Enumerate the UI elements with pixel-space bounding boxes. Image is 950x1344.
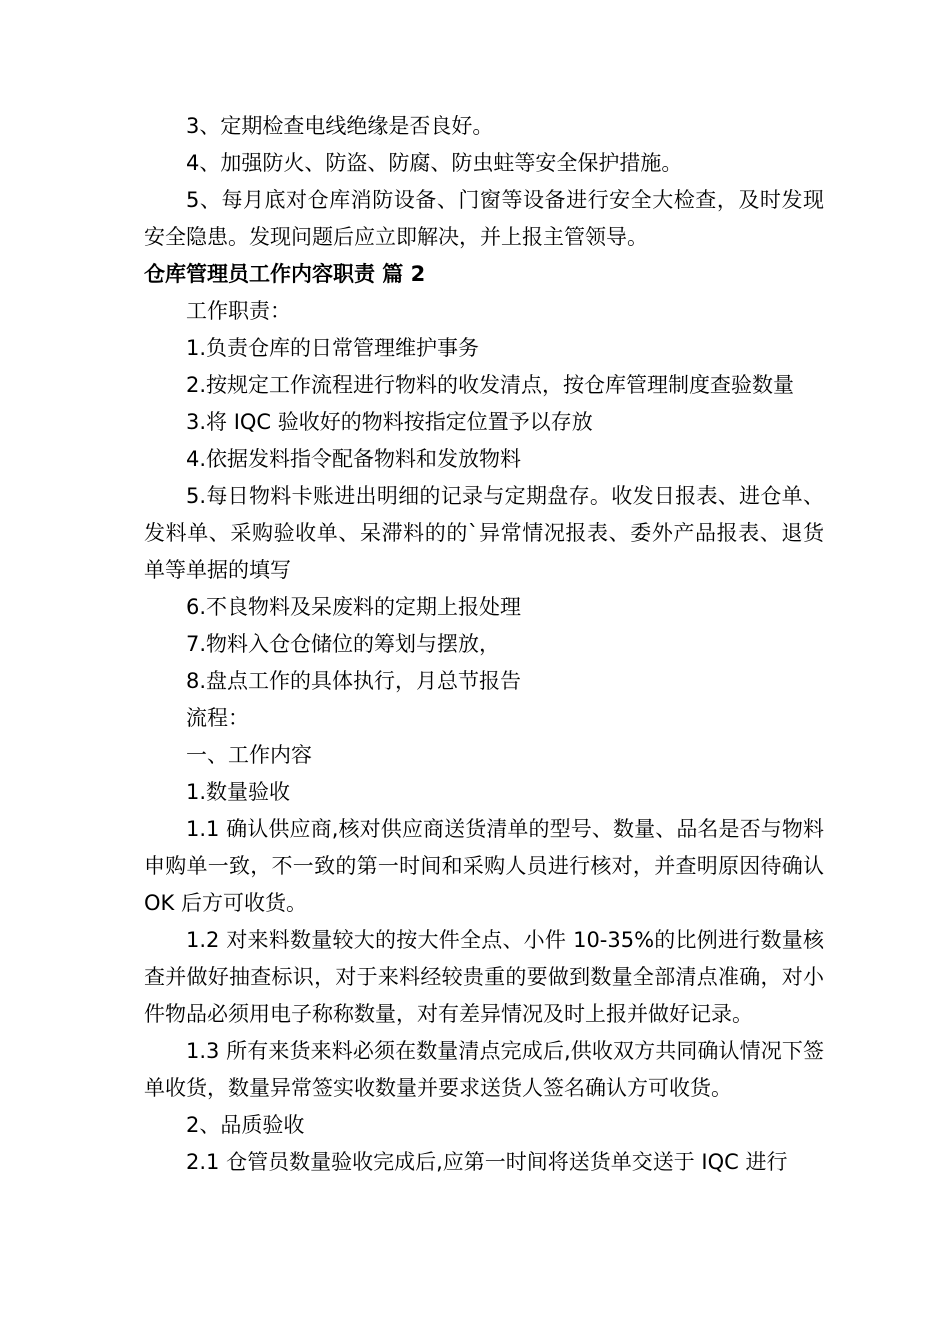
paragraph-duty-2: 2.按规定工作流程进行物料的收发清点，按仓库管理制度查验数量 xyxy=(186,373,795,397)
paragraph-duty-4: 4.依据发料指令配备物料和发放物料 xyxy=(186,447,522,471)
paragraph-duty-7: 7.物料入仓仓储位的筹划与摆放， xyxy=(186,632,501,656)
paragraph-item-1-1: 1.1 确认供应商,核对供应商送货清单的型号、数量、品名是否与物料申购单一致，不一致的第一时间和采购人员进行核对，并查明原因待确认 OK 后方可收货。 xyxy=(144,817,824,915)
paragraph-duty-3: 3.将 IQC 验收好的物料按指定位置予以存放 xyxy=(186,410,593,434)
paragraph-quality-check: 2、品质验收 xyxy=(186,1113,305,1137)
document-page xyxy=(144,108,824,1181)
paragraph-duty-1: 1.负责仓库的日常管理维护事务 xyxy=(186,336,480,360)
paragraph-duty-5: 5.每日物料卡账进出明细的记录与定期盘存。收发日报表、进仓单、发料单、采购验收单、呆滞料的的`异常情况报表、委外产品报表、退货单等单据的填写 xyxy=(144,484,824,582)
paragraph-item-1-3: 1.3 所有来货来料必须在数量清点完成后,供收双方共同确认情况下签单收货，数量异常签实收数量并要求送货人签名确认方可收货。 xyxy=(144,1039,824,1100)
paragraph-duty-8: 8.盘点工作的具体执行，月总节报告 xyxy=(186,669,522,693)
paragraph-safety-5: 5、每月底对仓库消防设备、门窗等设备进行安全大检查，及时发现安全隐患。发现问题后应立即解决，并上报主管领导。 xyxy=(144,188,824,249)
paragraph-quantity-check: 1.数量验收 xyxy=(186,780,291,804)
paragraph-process-title: 流程： xyxy=(186,706,249,730)
paragraph-duty-6: 6.不良物料及呆废料的定期上报处理 xyxy=(186,595,522,619)
paragraph-item-1-2: 1.2 对来料数量较大的按大件全点、小件 10-35%的比例进行数量核查并做好抽查标识，对于来料经较贵重的要做到数量全部清点准确，对小件物品必须用电子称称数量，对有差异情况及时上报并做好记录。 xyxy=(144,928,824,1026)
paragraph-safety-4: 4、加强防火、防盗、防腐、防虫蛀等安全保护措施。 xyxy=(186,151,683,175)
section-heading: 仓库管理员工作内容职责 篇 2 xyxy=(144,262,426,286)
paragraph-work-content: 一、工作内容 xyxy=(186,743,312,767)
paragraph-duties-title: 工作职责： xyxy=(186,299,291,323)
paragraph-safety-3: 3、定期检查电线绝缘是否良好。 xyxy=(186,114,494,138)
paragraph-item-2-1: 2.1 仓管员数量验收完成后,应第一时间将送货单交送于 IQC 进行 xyxy=(186,1150,788,1174)
